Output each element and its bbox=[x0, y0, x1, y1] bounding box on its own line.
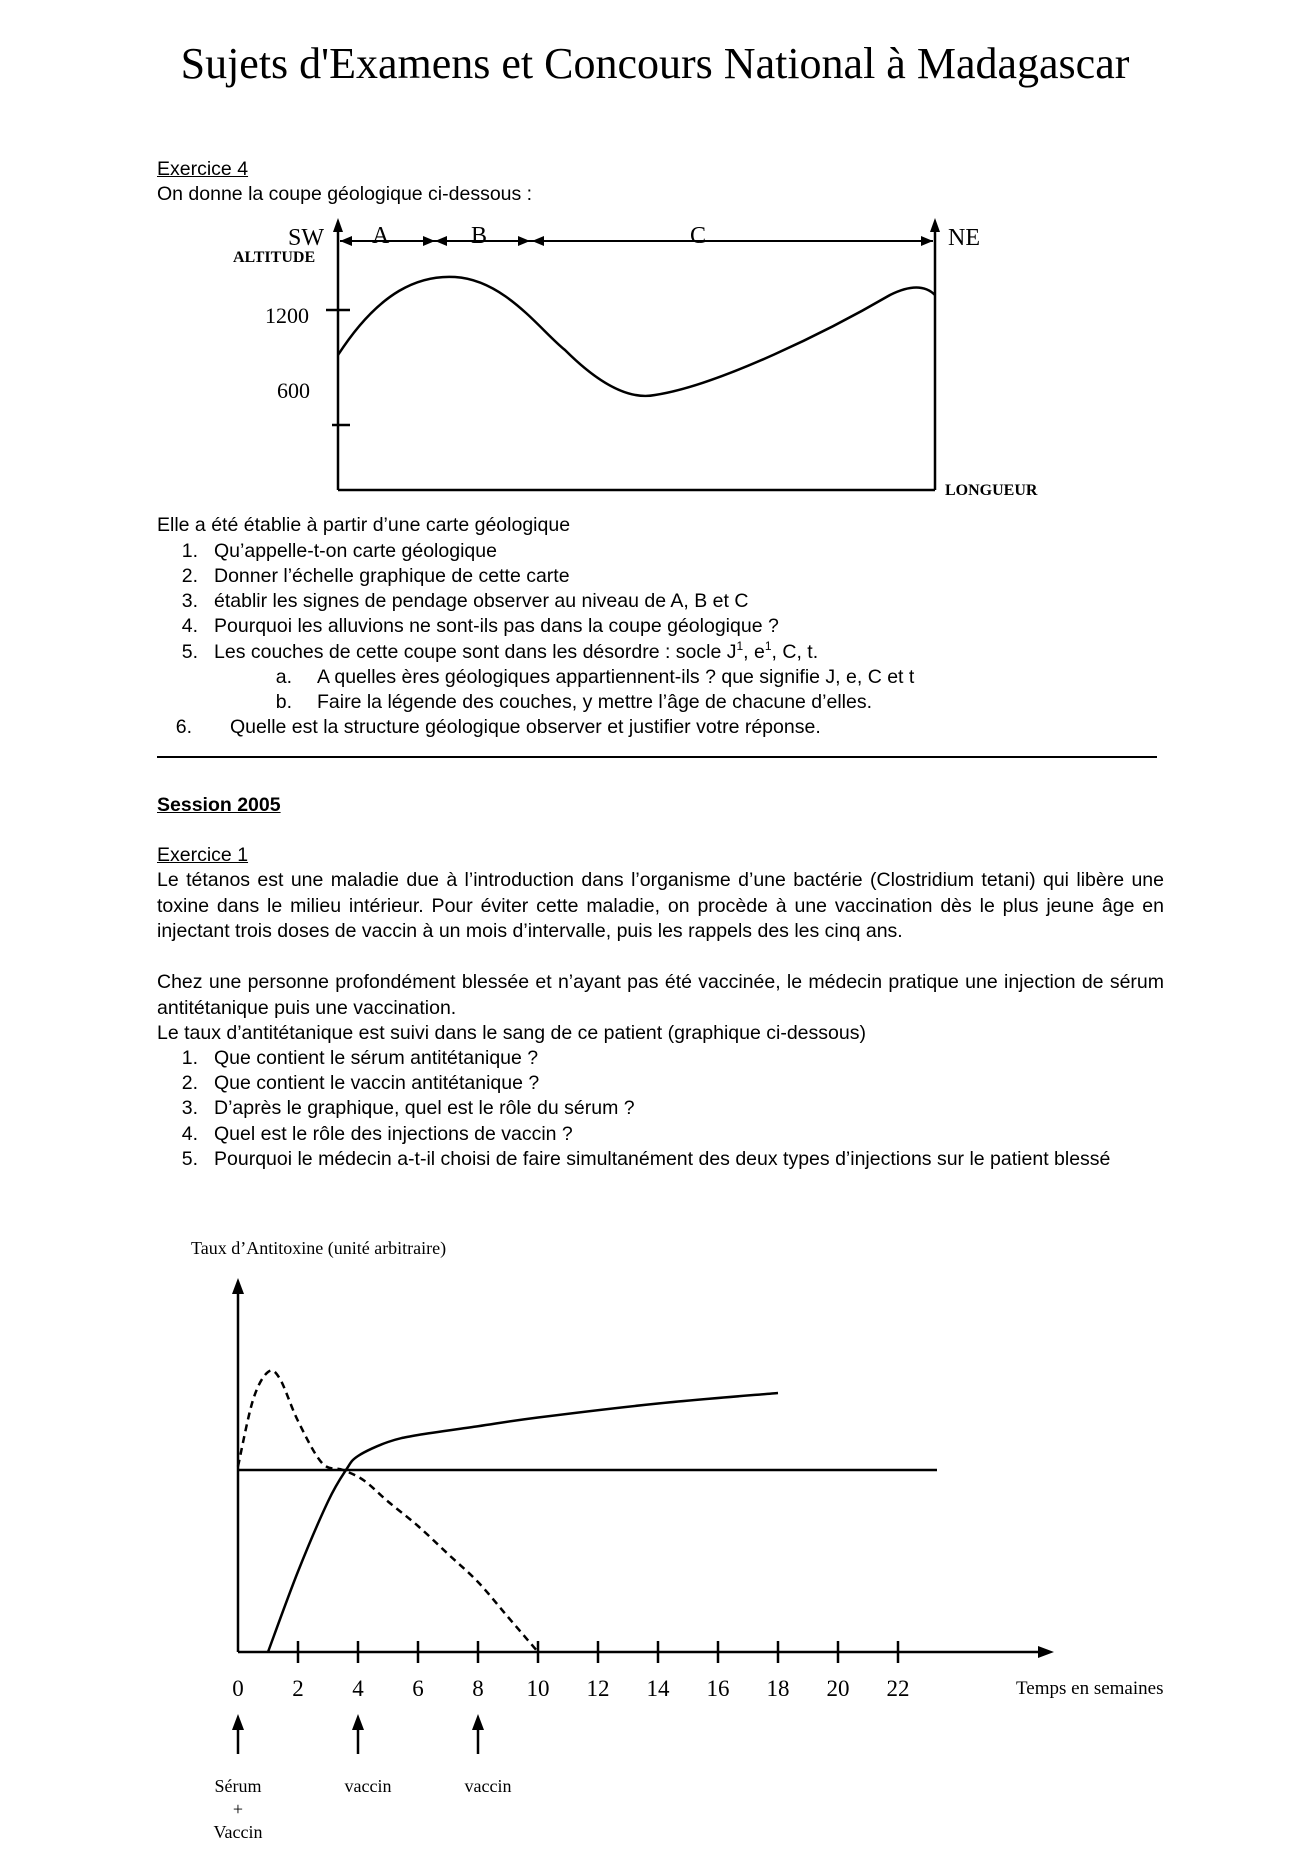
x-tick-label: 12 bbox=[586, 1676, 610, 1701]
item-text: établir les signes de pendage observer au niveau de A, B et C bbox=[214, 590, 749, 612]
list-item bbox=[172, 1046, 1164, 1072]
label-altitude: ALTITUDE bbox=[233, 249, 316, 266]
label-sw: SW bbox=[288, 225, 324, 251]
item-number: 2. bbox=[181, 565, 198, 587]
label-ne: NE bbox=[948, 225, 980, 251]
item-text-part: , e bbox=[743, 641, 765, 663]
injection-label: vaccin bbox=[344, 1776, 392, 1796]
segment-a-right-arrow-icon bbox=[423, 236, 435, 246]
x-tick-label: 20 bbox=[826, 1676, 850, 1701]
chart-x-axis-label: Temps en semaines bbox=[1016, 1678, 1164, 1699]
segment-a-left-arrow-icon bbox=[340, 236, 352, 246]
item-number: b. bbox=[275, 691, 292, 713]
antitoxin-chart bbox=[0, 1220, 1310, 1850]
item-number: 5. bbox=[181, 641, 198, 663]
list-item bbox=[172, 1096, 1164, 1122]
injection-label: Vaccin bbox=[213, 1822, 263, 1842]
segment-c-left-arrow-icon bbox=[532, 236, 544, 246]
exercise-4-intro: On donne la coupe géologique ci-dessous : bbox=[157, 183, 533, 205]
list-item bbox=[172, 589, 1072, 615]
page-title: Sujets d'Examens et Concours National à Madagascar bbox=[180, 39, 1130, 88]
item-text: Que contient le vaccin antitétanique ? bbox=[214, 1072, 540, 1094]
x-tick-label: 8 bbox=[472, 1676, 484, 1701]
terrain-profile bbox=[338, 277, 935, 396]
item-number: 3. bbox=[181, 1097, 198, 1119]
item-text: Faire la légende des couches, y mettre l’âge de chacune d’elles. bbox=[317, 691, 872, 713]
item-text: Pourquoi le médecin a-t-il choisi de faire simultanément des deux types d’injections sur le patient blessé bbox=[214, 1148, 1111, 1170]
item-text-part: Les couches de cette coupe sont dans les désordre : socle J bbox=[214, 641, 737, 663]
x-tick-label: 14 bbox=[646, 1676, 670, 1701]
chart-y-axis-arrow-icon bbox=[232, 1278, 244, 1294]
item-text: A quelles ères géologiques appartiennent-ils ? que signifie J, e, C et t bbox=[317, 666, 915, 688]
item-text-part: , C, t. bbox=[771, 641, 819, 663]
item-number: 4. bbox=[181, 1123, 198, 1145]
chart-y-axis-label: Taux d’Antitoxine (unité arbitraire) bbox=[191, 1238, 447, 1258]
item-text bbox=[214, 640, 818, 666]
item-text: Quel est le rôle des injections de vaccin ? bbox=[214, 1123, 573, 1145]
exercise-4-title: Exercice 4 bbox=[157, 158, 249, 180]
x-tick-label: 22 bbox=[886, 1676, 910, 1701]
item-text: Pourquoi les alluvions ne sont-ils pas dans la coupe géologique ? bbox=[214, 615, 779, 637]
label-c: C bbox=[690, 223, 707, 249]
label-a: A bbox=[372, 223, 390, 249]
section-divider bbox=[157, 756, 1157, 758]
exercise-4-lead: Elle a été établie à partir d’une carte géologique bbox=[157, 514, 571, 536]
injection-label: vaccin bbox=[464, 1776, 512, 1796]
label-600: 600 bbox=[277, 378, 310, 403]
list-item bbox=[172, 640, 1072, 666]
list-item bbox=[172, 614, 1072, 640]
ne-axis-arrow-icon bbox=[930, 218, 940, 232]
item-text: D’après le graphique, quel est le rôle du sérum ? bbox=[214, 1097, 635, 1119]
item-text: Quelle est la structure géologique observer et justifier votre réponse. bbox=[230, 716, 821, 738]
x-tick-label: 10 bbox=[526, 1676, 550, 1701]
item-number: 5. bbox=[181, 1148, 198, 1170]
item-number: 1. bbox=[181, 1047, 198, 1069]
injection-arrow-icon bbox=[472, 1714, 484, 1730]
exercise-1-title: Exercice 1 bbox=[157, 844, 249, 866]
item-number: 1. bbox=[181, 540, 198, 562]
segment-b-left-arrow-icon bbox=[435, 236, 447, 246]
item-text: Donner l’échelle graphique de cette carte bbox=[214, 565, 570, 587]
x-tick-label: 2 bbox=[292, 1676, 304, 1701]
list-item bbox=[172, 1147, 1164, 1199]
item-number: 4. bbox=[181, 615, 198, 637]
x-tick-label: 18 bbox=[766, 1676, 790, 1701]
list-item bbox=[172, 539, 1072, 565]
segment-c-right-arrow-icon bbox=[921, 236, 933, 246]
injection-arrow-icon bbox=[352, 1714, 364, 1730]
chart-x-ticks bbox=[232, 1641, 909, 1701]
exercise-1-paragraph: Chez une personne profondément blessée et n’ayant pas été vaccinée, le médecin pratique une injection de sérum antitétanique puis une vaccination. bbox=[157, 971, 1164, 1019]
injection-label: Sérum bbox=[214, 1776, 262, 1796]
chart-series-layer bbox=[238, 1370, 937, 1652]
x-tick-label: 0 bbox=[232, 1676, 244, 1701]
geological-cross-section bbox=[0, 0, 1310, 520]
chart-x-axis-arrow-icon bbox=[1038, 1646, 1054, 1658]
exercise-1-paragraph: Le taux d’antitétanique est suivi dans le sang de ce patient (graphique ci-dessous) bbox=[157, 1022, 866, 1044]
item-text: Que contient le sérum antitétanique ? bbox=[214, 1047, 539, 1069]
chart-injections bbox=[214, 1714, 512, 1842]
x-tick-label: 16 bbox=[706, 1676, 730, 1701]
injection-arrow-icon bbox=[232, 1714, 244, 1730]
session-title: Session 2005 bbox=[157, 794, 281, 816]
item-number: a. bbox=[275, 666, 292, 688]
segment-b-right-arrow-icon bbox=[518, 236, 530, 246]
list-item bbox=[172, 564, 1072, 590]
superscript: 1 bbox=[736, 639, 744, 653]
list-item bbox=[172, 1122, 1164, 1148]
injection-label: + bbox=[232, 1799, 244, 1819]
item-number: 2. bbox=[181, 1072, 198, 1094]
list-item bbox=[172, 1071, 1164, 1097]
label-longueur: LONGUEUR bbox=[945, 482, 1038, 499]
item-number: 3. bbox=[181, 590, 198, 612]
x-tick-label: 4 bbox=[352, 1676, 364, 1701]
superscript: 1 bbox=[764, 639, 772, 653]
sw-axis-arrow-icon bbox=[333, 218, 343, 232]
series-line-1 bbox=[268, 1393, 778, 1652]
list-item bbox=[264, 665, 1064, 691]
label-1200: 1200 bbox=[265, 303, 309, 328]
list-item bbox=[264, 690, 1064, 716]
list-item bbox=[172, 715, 1072, 741]
exercise-1-paragraph: Le tétanos est une maladie due à l’introduction dans l’organisme d’une bactérie (Clostridium tetani) qui libère une toxine dans le milieu intérieur. Pour éviter cette maladie, on procède à une vaccination dès le plus jeune âge en injectant trois doses de vaccin à un mois d’intervalle, puis les rappels des les cinq ans. bbox=[157, 869, 1164, 942]
item-text: Qu’appelle-t-on carte géologique bbox=[214, 540, 497, 562]
x-tick-label: 6 bbox=[412, 1676, 424, 1701]
item-number: 6. bbox=[175, 716, 192, 738]
label-b: B bbox=[471, 223, 488, 249]
